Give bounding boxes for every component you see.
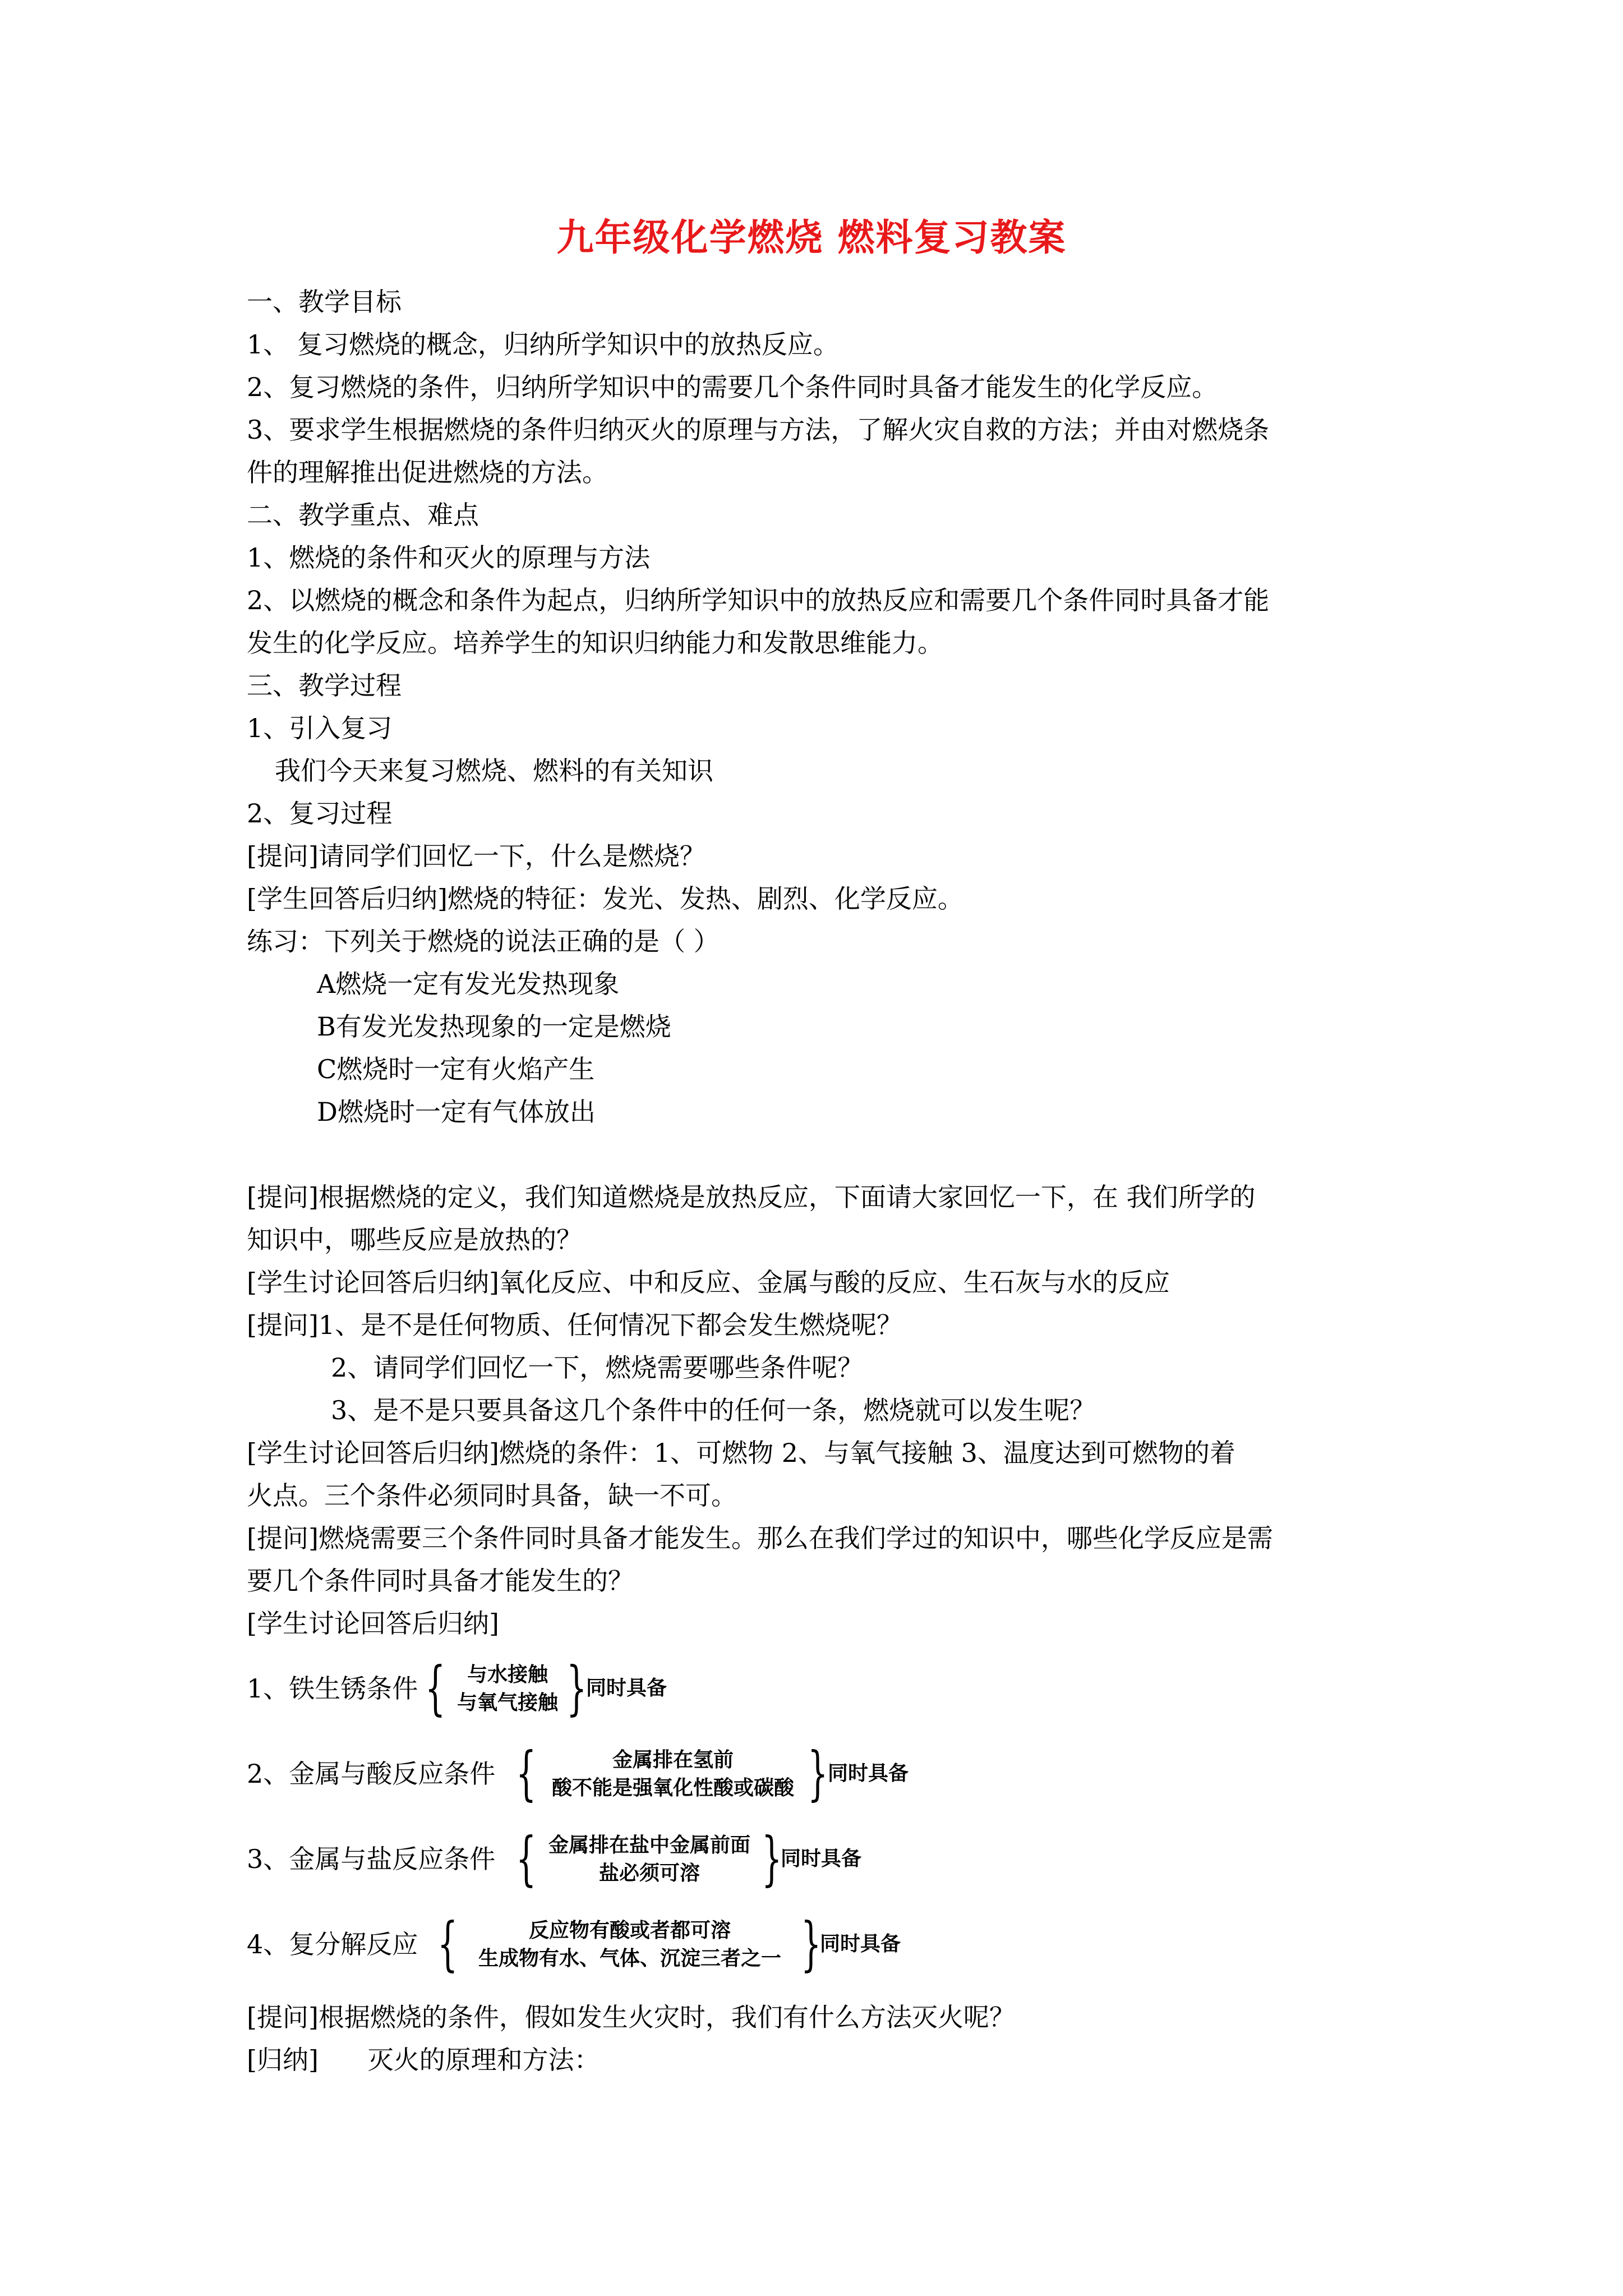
exercise-option: A燃烧一定有发光发热现象: [317, 969, 620, 999]
text-line: 我们今天来复习燃烧、燃料的有关知识: [275, 756, 713, 786]
condition-block: [247, 1910, 976, 1978]
text-line: 发生的化学反应。培养学生的知识归纳能力和发散思维能力。: [247, 628, 943, 658]
exercise-question: 练习：下列关于燃烧的说法正确的是（ ）: [247, 926, 720, 956]
left-brace-icon: {: [437, 1910, 458, 1978]
text-line: [提问]根据燃烧的定义，我们知道燃烧是放热反应，下面请大家回忆一下，在 我们所学的: [247, 1182, 1256, 1212]
condition-block: [247, 1654, 695, 1722]
condition-label: 3、金属与盐反应条件: [247, 1844, 496, 1874]
text-line: [归纳] 灭火的原理和方法：: [247, 2045, 600, 2075]
condition-items: [449, 1660, 566, 1717]
text-line: 知识中，哪些反应是放热的？: [247, 1225, 582, 1255]
text-line: [学生讨论回答后归纳]氧化反应、中和反应、金属与酸的反应、生石灰与水的反应: [247, 1267, 1170, 1297]
text-line: [学生讨论回答后归纳]燃烧的条件：1、可燃物 2、与氧气接触 3、温度达到可燃物的着: [247, 1438, 1235, 1468]
text-line: 火点。三个条件必须同时具备，缺一不可。: [247, 1480, 737, 1511]
condition-item: 与水接触: [467, 1663, 548, 1686]
text-line: 3、是不是只要具备这几个条件中的任何一条，燃烧就可以发生呢？: [331, 1395, 1096, 1425]
condition-item: 金属排在盐中金属前面: [548, 1833, 750, 1857]
right-brace-icon: }: [566, 1654, 587, 1722]
condition-tail: 同时具备: [586, 1676, 667, 1700]
condition-item: 盐必须可溶: [598, 1861, 700, 1885]
text-line: [提问]请同学们回忆一下，什么是燃烧？: [247, 841, 706, 871]
condition-label: 4、复分解反应: [247, 1929, 418, 1959]
text-line: [提问]燃烧需要三个条件同时具备才能发生。那么在我们学过的知识中，哪些化学反应是需: [247, 1523, 1273, 1553]
text-line: 3、要求学生根据燃烧的条件归纳灭火的原理与方法，了解火灾自救的方法；并由对燃烧条: [247, 415, 1270, 445]
condition-block: [247, 1824, 976, 1893]
text-line: [提问]根据燃烧的条件，假如发生火灾时，我们有什么方法灭火呢？: [247, 2002, 1015, 2032]
text-line: 1、燃烧的条件和灭火的原理与方法: [247, 542, 651, 573]
condition-item: 反应物有酸或者都可溶: [528, 1918, 731, 1942]
condition-label: 2、金属与酸反应条件: [247, 1759, 496, 1789]
right-brace-icon: }: [808, 1739, 828, 1807]
text-line: 2、请同学们回忆一下，燃烧需要哪些条件呢？: [331, 1352, 864, 1383]
condition-block: [247, 1739, 976, 1807]
exercise-option: B有发光发热现象的一定是燃烧: [317, 1011, 671, 1042]
condition-tail: 同时具备: [781, 1847, 862, 1870]
text-line: [学生讨论回答后归纳]: [247, 1608, 499, 1639]
condition-item: 与氧气接触: [457, 1691, 558, 1714]
right-brace-icon: }: [762, 1824, 782, 1893]
left-brace-icon: {: [425, 1654, 446, 1722]
exercise-option: D燃烧时一定有气体放出: [317, 1097, 596, 1127]
text-line: 2、复习过程: [247, 798, 393, 829]
condition-items: [537, 1831, 762, 1887]
section-heading: 二、教学重点、难点: [247, 500, 479, 530]
condition-item: 金属排在氢前: [612, 1748, 734, 1772]
condition-item: 酸不能是强氧化性酸或碳酸: [551, 1776, 794, 1800]
text-line: 2、复习燃烧的条件，归纳所学知识中的需要几个条件同时具备才能发生的化学反应。: [247, 372, 1218, 402]
condition-label: 1、铁生锈条件: [247, 1673, 418, 1704]
exercise-option: C燃烧时一定有火焰产生: [317, 1054, 595, 1084]
document-title: 九年级化学燃烧 燃料复习教案: [556, 215, 1067, 259]
text-line: [学生回答后归纳]燃烧的特征：发光、发热、剧烈、化学反应。: [247, 884, 963, 914]
right-brace-icon: }: [801, 1910, 822, 1978]
text-line: [提问]1、是不是任何物质、任何情况下都会发生燃烧呢？: [247, 1310, 903, 1340]
text-line: 1、 复习燃烧的概念，归纳所学知识中的放热反应。: [247, 329, 839, 360]
condition-tail: 同时具备: [820, 1932, 901, 1955]
text-line: 要几个条件同时具备才能发生的？: [247, 1566, 634, 1596]
left-brace-icon: {: [516, 1739, 537, 1807]
text-line: 1、引入复习: [247, 713, 393, 743]
section-heading: 三、教学过程: [247, 670, 402, 701]
text-line: 件的理解推出促进燃烧的方法。: [247, 457, 608, 487]
left-brace-icon: {: [516, 1824, 537, 1893]
section-heading: 一、教学目标: [247, 287, 402, 317]
text-line: 2、以燃烧的概念和条件为起点，归纳所学知识中的放热反应和需要几个条件同时具备才能: [247, 585, 1270, 615]
condition-items: [459, 1916, 801, 1972]
condition-item: 生成物有水、气体、沉淀三者之一: [478, 1947, 781, 1970]
condition-items: [538, 1746, 808, 1802]
condition-tail: 同时具备: [828, 1761, 909, 1785]
